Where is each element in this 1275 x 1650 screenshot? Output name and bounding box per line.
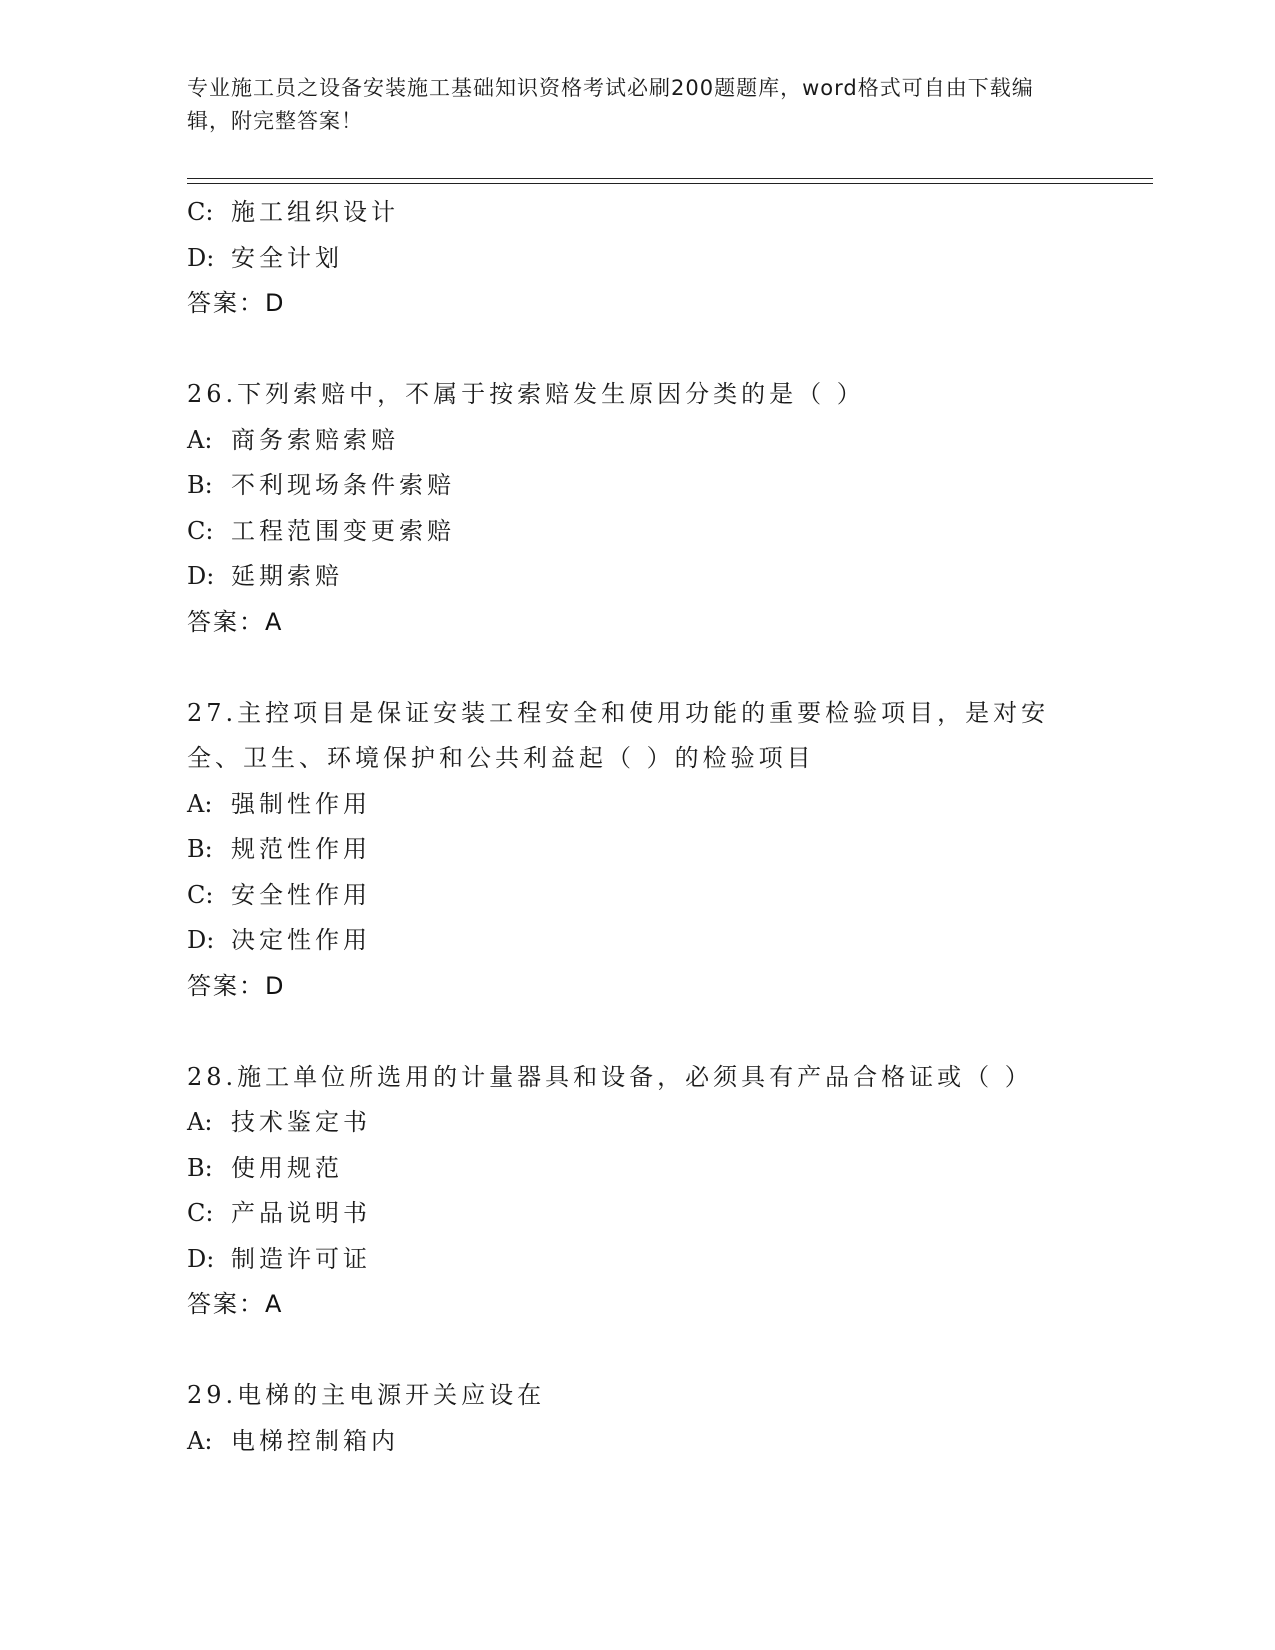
question-text: 26.下列索赔中，不属于按索赔发生原因分类的是（ ） [187,380,865,408]
option-c [187,509,1087,555]
question-spacer [187,327,1087,373]
option-d [187,236,1087,282]
option-key: B: [187,471,213,499]
option-text: 延期索赔 [231,562,343,590]
option-d [187,554,1087,600]
option-key: D: [187,562,215,590]
option-a [187,782,1087,828]
option-key: C: [187,1199,214,1227]
question-text: 27.主控项目是保证安装工程安全和使用功能的重要检验项目，是对安全、卫生、环境保护和公共利益起（ ）的检验项目 [187,698,1050,772]
option-key: C: [187,880,214,909]
option-key: C: [187,516,214,545]
option-d [187,1237,1087,1283]
question-spacer [187,645,1087,691]
option-key: A: [187,1426,213,1455]
document-header: 专业施工员之设备安装施工基础知识资格考试必刷200题题库，word格式可自由下载编辑，附完整答案！ [187,76,1034,133]
question-spacer [187,1009,1087,1055]
answer-line: 答案：A [187,1290,284,1318]
answer-line: 答案：A [187,607,284,636]
option-b [187,1146,1087,1192]
option-text: 决定性作用 [231,926,371,954]
option-text: 产品说明书 [231,1199,371,1227]
option-text: 商务索赔索赔 [231,425,399,454]
option-key: D: [187,1244,215,1273]
option-text: 强制性作用 [231,789,371,818]
option-key: A: [187,789,213,818]
option-a [187,1100,1087,1146]
option-b [187,827,1087,873]
question-spacer [187,1328,1087,1374]
option-text: 电梯控制箱内 [231,1426,399,1455]
option-text: 工程范围变更索赔 [231,516,455,545]
option-text: 规范性作用 [231,835,371,863]
option-c [187,1191,1087,1237]
header-divider-bottom [187,183,1153,184]
option-key: B: [187,1153,213,1182]
option-b [187,463,1087,509]
option-key: D: [187,243,215,272]
option-a [187,1419,1087,1465]
option-d [187,918,1087,964]
option-a [187,418,1087,464]
question-text: 29.电梯的主电源开关应设在 [187,1381,546,1409]
option-text: 安全计划 [231,243,343,272]
answer-line: 答案：D [187,289,286,317]
option-key: C: [187,198,214,226]
option-key: A: [187,425,213,454]
option-text: 制造许可证 [231,1244,371,1273]
option-text: 安全性作用 [231,880,371,909]
question-text: 28.施工单位所选用的计量器具和设备，必须具有产品合格证或（ ） [187,1062,1033,1091]
option-c [187,190,1087,236]
option-key: B: [187,835,213,863]
header-divider-top [187,178,1153,179]
answer-line: 答案：D [187,971,286,1000]
option-text: 使用规范 [231,1153,343,1182]
option-key: D: [187,926,215,954]
option-key: A: [187,1108,213,1136]
option-c [187,873,1087,919]
option-text: 施工组织设计 [231,198,399,226]
question-content [187,190,1087,1464]
option-text: 技术鉴定书 [231,1108,371,1136]
option-text: 不利现场条件索赔 [231,471,455,499]
